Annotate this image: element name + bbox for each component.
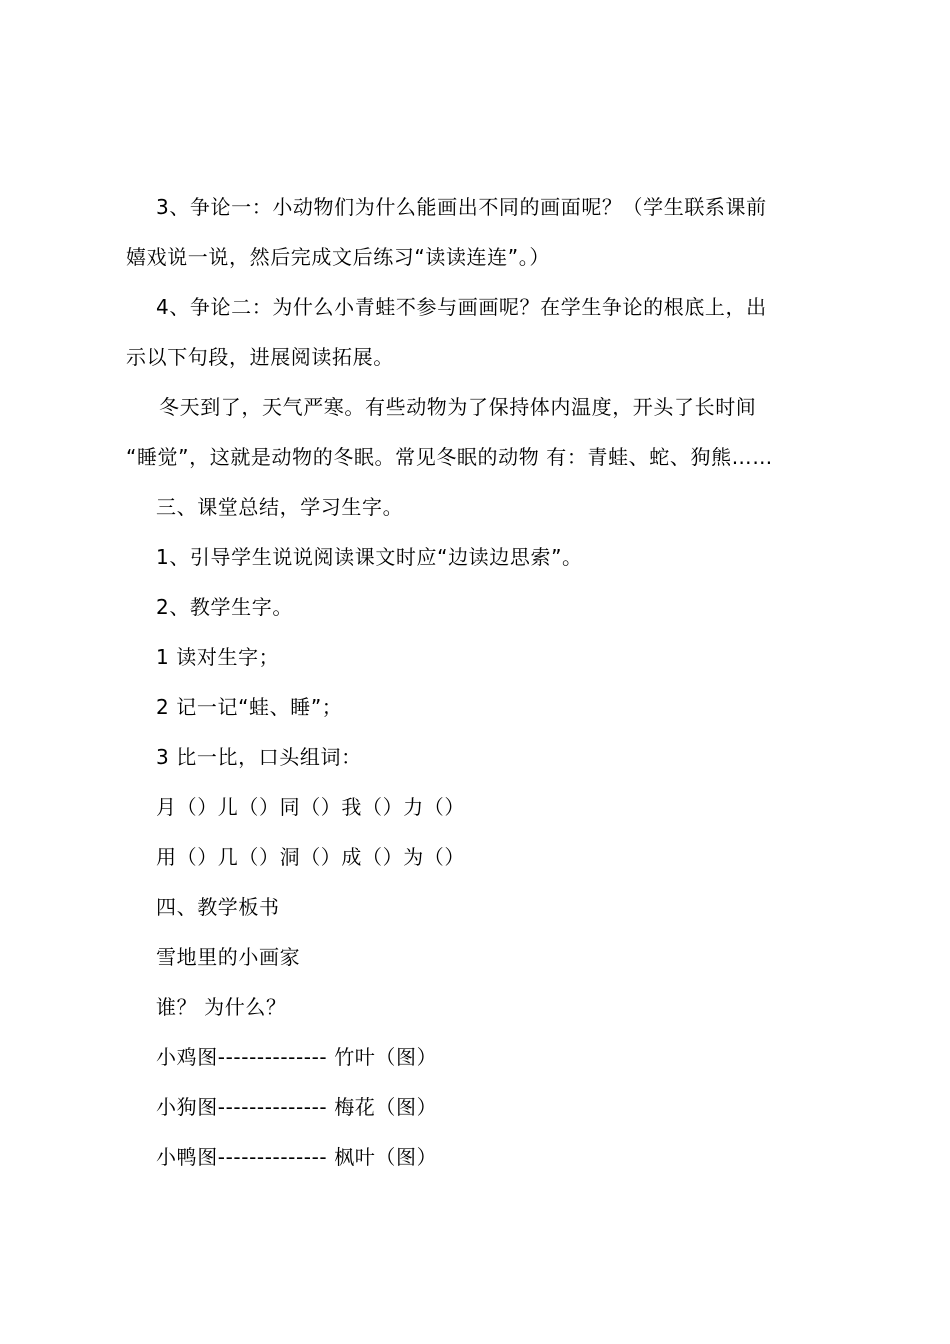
document-page xyxy=(126,182,834,1182)
paragraph-line: 冬天到了，天气严寒。有些动物为了保持体内温度，开头了长时间 xyxy=(159,395,757,419)
paragraph-line: 嬉戏说一说，然后完成文后练习“读读连连”。） xyxy=(126,245,550,269)
section-heading: 四、教学板书 xyxy=(156,895,280,919)
list-item: 2 记一记“蛙、睡”； xyxy=(156,695,343,719)
paragraph-line: 示以下句段，进展阅读拓展。 xyxy=(126,345,394,369)
section-heading: 三、课堂总结，学习生字。 xyxy=(156,495,404,519)
paragraph-line: 4、争论二：为什么小青蛙不参与画画呢？在学生争论的根底上，出 xyxy=(156,295,767,319)
word-group-row: 用（）几（）洞（）成（）为（） xyxy=(156,845,465,869)
board-line: 小鸭图-------------- 枫叶（图） xyxy=(156,1145,438,1169)
paragraph-line: 2、教学生字。 xyxy=(156,595,293,619)
paragraph-line: “睡觉”，这就是动物的冬眠。常见冬眠的动物 有：青蛙、蛇、狗熊…… xyxy=(126,445,773,469)
paragraph-line: 1、引导学生说说阅读课文时应“边读边思索”。 xyxy=(156,545,583,569)
board-title: 雪地里的小画家 xyxy=(156,945,301,969)
paragraph-line: 3、争论一：小动物们为什么能画出不同的画面呢？（学生联系课前 xyxy=(156,195,767,219)
board-line: 谁？ 为什么？ xyxy=(156,995,287,1019)
list-item: 3 比一比，口头组词： xyxy=(156,745,362,769)
board-line: 小狗图-------------- 梅花（图） xyxy=(156,1095,438,1119)
list-item: 1 读对生字； xyxy=(156,645,280,669)
word-group-row: 月（）儿（）同（）我（）力（） xyxy=(156,795,465,819)
board-line: 小鸡图-------------- 竹叶（图） xyxy=(156,1045,438,1069)
